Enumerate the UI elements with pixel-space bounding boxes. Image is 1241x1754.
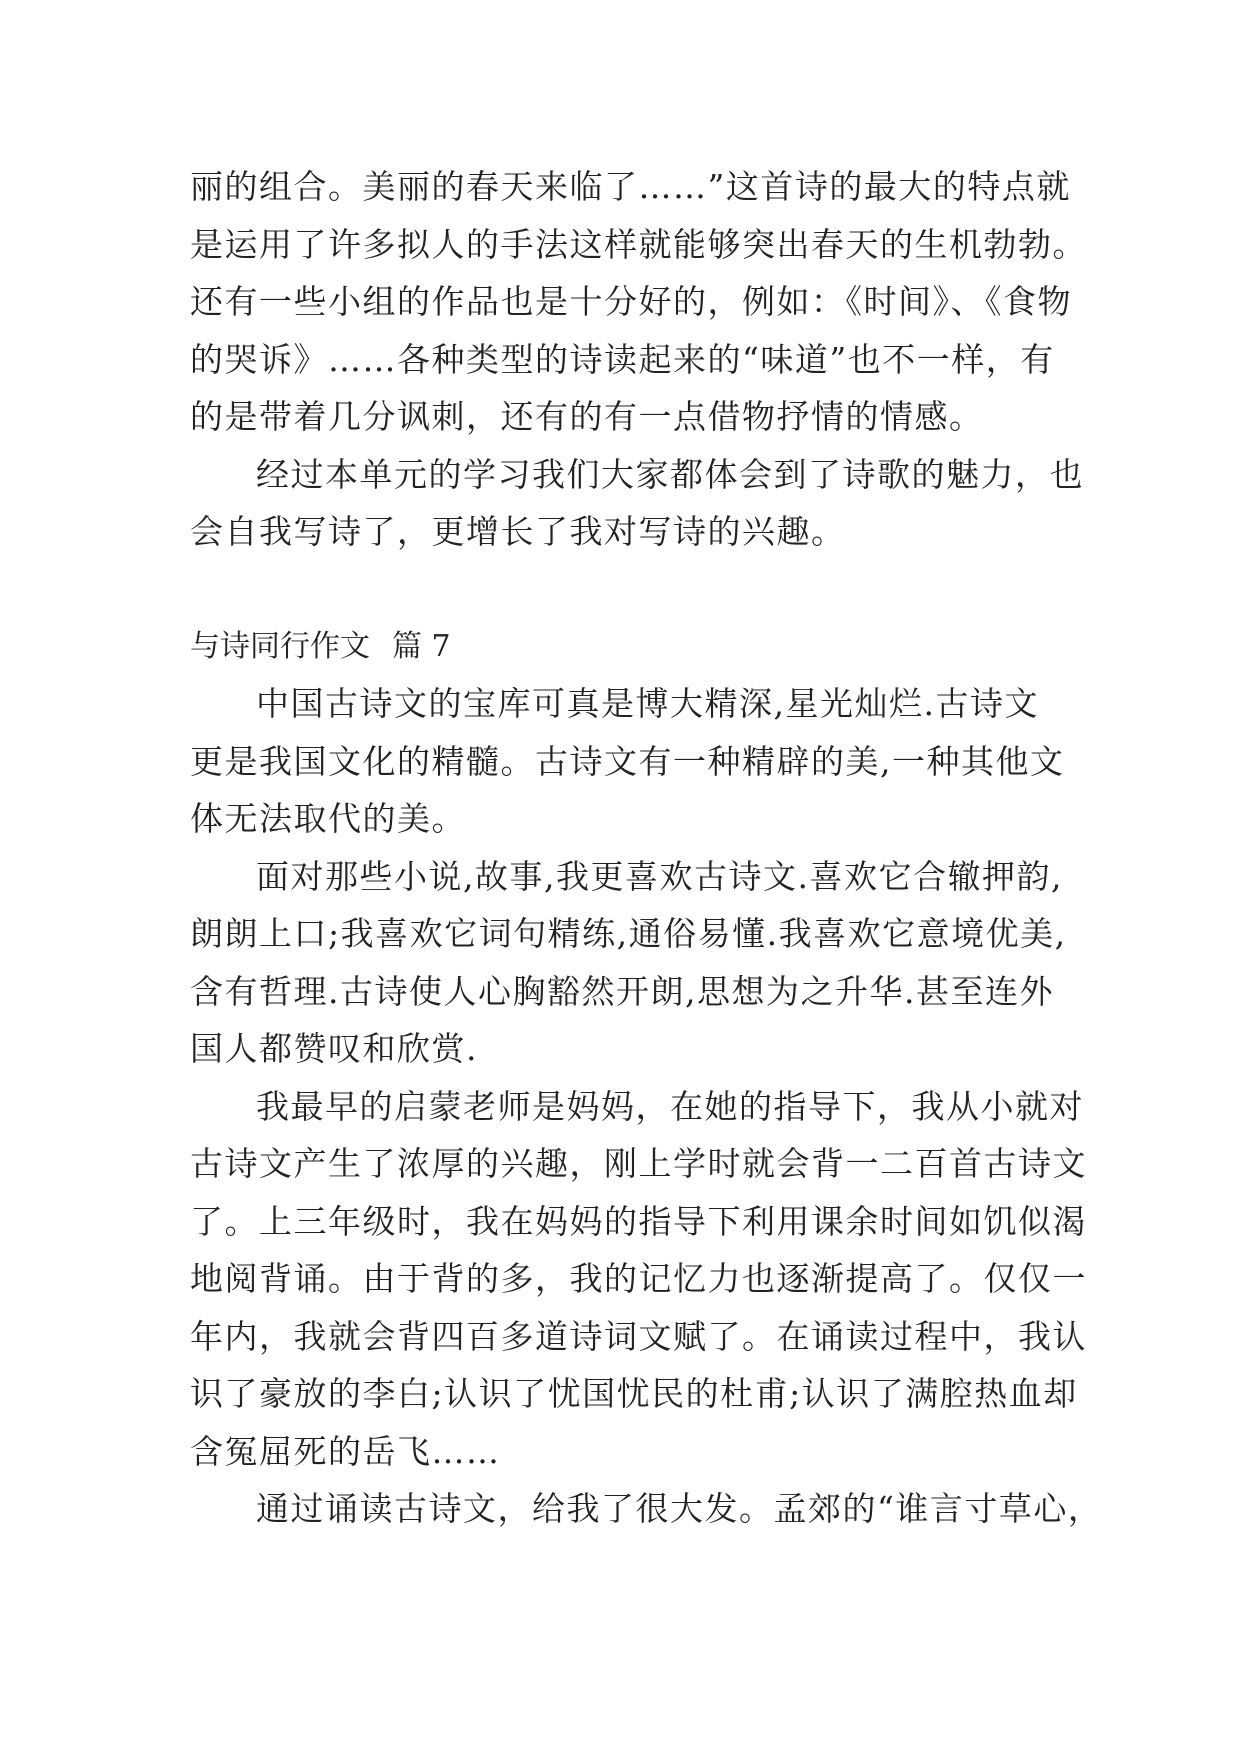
text-line: 地阅背诵。由于背的多，我的记忆力也逐渐提高了。仅仅一 (190, 1259, 1087, 1298)
section-spacer (190, 561, 1050, 618)
heading-title: 与诗同行作文 (190, 628, 370, 664)
text-line: 更是我国文化的精髓。古诗文有一种精辟的美,一种其他文 (190, 741, 1065, 781)
text-line: 是运用了许多拟人的手法这样就能够突出春天的生机勃勃。 (190, 224, 1087, 264)
text-line: 朗朗上口;我喜欢它词句精练,通俗易懂.我喜欢它意境优美, (190, 914, 1067, 953)
text-line: 古诗文产生了浓厚的兴趣，刚上学时就会背一二百首古诗文 (190, 1144, 1087, 1183)
text-line: 通过诵读古诗文，给我了很大发。孟郊的“谁言寸草心， (256, 1489, 1103, 1528)
text-line: 会自我写诗了，更增长了我对写诗的兴趣。 (190, 512, 846, 551)
text-line: 含冤屈死的岳飞…… (190, 1431, 501, 1471)
text-line: 体无法取代的美。 (190, 799, 466, 838)
heading-number: 篇 7 (392, 628, 451, 664)
paragraph-4 (190, 1480, 1103, 1538)
text-line: 面对那些小说,故事,我更喜欢古诗文.喜欢它合辙押韵, (256, 856, 1063, 896)
text-line: 丽的组合。美丽的春天来临了……”这首诗的最大的特点就 (190, 167, 1071, 206)
text-line: 还有一些小组的作品也是十分好的，例如：《时间》、《食物 (190, 282, 1072, 321)
text-line: 识了豪放的李白;认识了忧国忧民的杜甫;认识了满腔热血却 (190, 1374, 1078, 1413)
paragraph-1 (190, 675, 1065, 848)
text-line: 中国古诗文的宝库可真是博大精深,星光灿烂.古诗文 (256, 684, 1039, 723)
paragraph-conclusion (190, 446, 1084, 561)
text-line: 了。上三年级时，我在妈妈的指导下利用课余时间如饥似渴 (190, 1201, 1087, 1241)
section-heading (190, 618, 1050, 676)
text-line: 的是带着几分讽刺，还有的有一点借物抒情的情感。 (190, 397, 984, 436)
document-page (190, 158, 1103, 1538)
text-line: 年内，我就会背四百多道诗词文赋了。在诵读过程中，我认 (190, 1316, 1087, 1356)
text-line: 含有哲理.古诗使人心胸豁然开朗,思想为之升华.甚至连外 (190, 971, 1054, 1011)
text-line: 我最早的启蒙老师是妈妈，在她的指导下，我从小就对 (256, 1086, 1084, 1126)
text-line: 的哭诉》……各种类型的诗读起来的“味道”也不一样，有 (190, 339, 1055, 379)
paragraph-continued (190, 158, 1087, 446)
paragraph-2 (190, 848, 1067, 1078)
text-line: 经过本单元的学习我们大家都体会到了诗歌的魅力，也 (256, 454, 1084, 494)
paragraph-3 (190, 1078, 1087, 1481)
text-line: 国人都赞叹和欣赏. (190, 1029, 478, 1068)
